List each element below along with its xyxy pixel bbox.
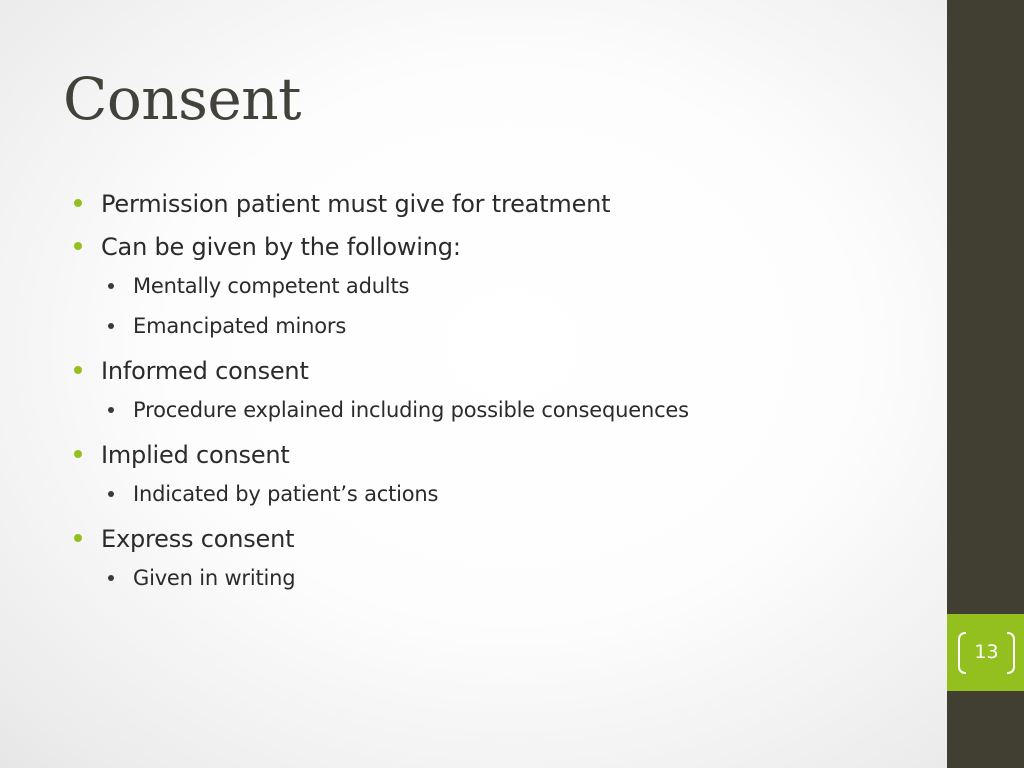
bullet-text: Can be given by the following:: [101, 233, 461, 261]
page-number: 13: [974, 641, 999, 663]
sub-bullet-text: Procedure explained including possible consequences: [133, 398, 689, 422]
bullet-dot-icon: [74, 534, 82, 542]
sub-bullet-dot-icon: [108, 283, 114, 289]
sub-bullet-item: [107, 311, 934, 342]
bullet-text: Informed consent: [101, 357, 309, 385]
sub-bullet-text: Emancipated minors: [133, 314, 347, 338]
bullet-item: [74, 186, 934, 222]
bullet-item: [74, 229, 934, 265]
right-bracket-icon: [1007, 632, 1015, 674]
sub-bullet-item: [107, 271, 934, 302]
sub-bullet-dot-icon: [108, 323, 114, 329]
bullet-dot-icon: [74, 366, 82, 374]
sub-bullet-dot-icon: [108, 407, 114, 413]
sub-bullet-item: [107, 563, 934, 594]
sub-bullet-item: [107, 479, 934, 510]
bullet-dot-icon: [74, 199, 82, 207]
bullet-dot-icon: [74, 242, 82, 250]
slide-title: Consent: [63, 65, 301, 133]
sub-bullet-dot-icon: [108, 575, 114, 581]
bullet-text: Permission patient must give for treatment: [101, 190, 611, 218]
sub-bullet-item: [107, 395, 934, 426]
bullet-dot-icon: [74, 450, 82, 458]
left-bracket-icon: [958, 632, 966, 674]
bullet-list: [74, 186, 934, 594]
bullet-text: Implied consent: [101, 441, 290, 469]
bullet-text: Express consent: [101, 525, 295, 553]
page-number-badge: [947, 614, 1024, 691]
sub-bullet-dot-icon: [108, 491, 114, 497]
bullet-item: [74, 353, 934, 389]
sub-bullet-text: Indicated by patient’s actions: [133, 482, 439, 506]
sub-bullet-text: Given in writing: [133, 566, 296, 590]
bullet-item: [74, 521, 934, 557]
sub-bullet-text: Mentally competent adults: [133, 274, 410, 298]
bullet-item: [74, 437, 934, 473]
